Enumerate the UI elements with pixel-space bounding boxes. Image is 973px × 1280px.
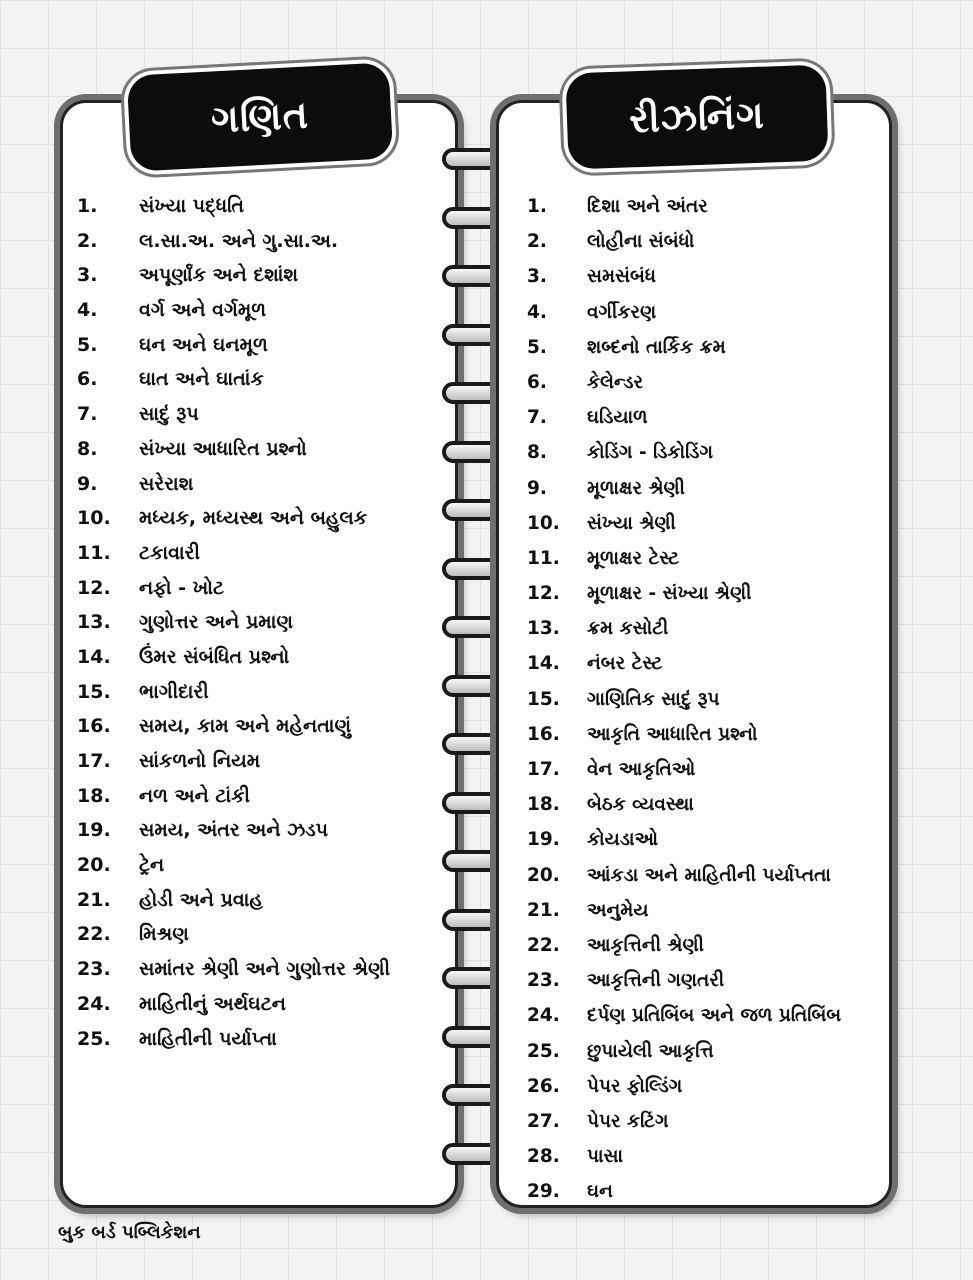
item-label: ઘન અને ઘનમૂળ [139,333,268,356]
item-label: સાદું રૂપ [139,403,199,426]
list-item [499,858,889,893]
item-label: સંખ્યા શ્રેણી [587,512,676,534]
list-item [499,893,889,928]
item-label: ઘાત અને ઘાતાંક [139,368,264,391]
list-item [499,752,889,787]
list-item [63,883,455,918]
math-topic-list [63,189,455,1056]
item-label: પેપર કટિંગ [587,1110,669,1132]
item-label: સરેરાશ [139,472,194,495]
item-number: 21. [77,888,111,911]
list-item [499,471,889,506]
math-title: ગણિત [127,62,394,172]
list-item [63,293,455,328]
item-label: સમસંબંધ [587,266,656,288]
item-label: સાંકળનો નિયમ [139,750,261,772]
item-label: સંખ્યા આધારિત પ્રશ્નો [139,437,307,460]
item-number: 16. [527,723,560,745]
item-number: 27. [527,1110,560,1132]
item-number: 24. [527,1005,560,1027]
item-label: ઘડિયાળ [587,407,648,429]
item-label: છુપાયેલી આકૃત્તિ [587,1040,714,1062]
item-number: 2. [77,229,98,252]
item-number: 1. [77,195,98,217]
list-item [499,541,889,576]
list-item [63,501,455,536]
list-item [499,506,889,541]
list-item [499,998,889,1033]
item-number: 2. [527,231,547,253]
item-number: 11. [77,541,111,564]
item-label: લ.સા.અ. અને ગુ.સા.અ. [139,229,339,252]
list-item [499,1104,889,1139]
item-label: સંખ્યા પદ્ધતિ [139,195,244,217]
item-label: માહિતીની પર્યાપ્તા [139,1027,277,1050]
list-item [499,189,889,224]
list-item [63,813,455,848]
item-number: 28. [527,1146,560,1168]
item-number: 18. [77,784,111,807]
item-number: 12. [77,576,111,599]
list-item [499,1034,889,1069]
item-label: ટકાવારી [139,541,200,564]
item-label: આંકડા અને માહિતીની પર્યાપ્તતા [587,864,831,886]
item-number: 16. [77,715,111,738]
item-label: નંબર ટેસ્ટ [587,653,663,675]
item-label: આકૃત્તિની શ્રેણી [587,934,704,956]
item-number: 14. [77,645,111,668]
list-item [63,848,455,883]
item-label: અનુમેય [587,899,649,921]
item-label: માહિતીનું અર્થઘટન [139,992,286,1015]
list-item [63,571,455,606]
item-label: પેપર ફોલ્ડિંગ [587,1075,683,1097]
item-label: શબ્દનો તાર્કિક ક્રમ [587,336,726,358]
item-label: મધ્યક, મધ્યસ્થ અને બહુલક [139,507,368,530]
list-item [499,611,889,646]
list-item [63,189,455,224]
item-number: 20. [527,864,560,886]
item-number: 9. [527,477,547,499]
item-label: ટ્રેન [139,854,165,877]
item-number: 17. [527,759,560,780]
item-number: 29. [527,1181,560,1203]
list-item [63,467,455,502]
item-number: 20. [77,854,111,877]
item-label: હોડી અને પ્રવાહ [139,888,263,911]
item-number: 4. [77,299,98,322]
item-label: દિશા અને અંતર [587,196,708,217]
item-label: આકૃતિ આધારિત પ્રશ્નો [587,723,758,745]
item-number: 21. [527,899,560,921]
list-item [499,787,889,822]
list-item [499,435,889,470]
item-label: મૂળાક્ષર શ્રેણી [587,477,685,499]
list-item [499,822,889,857]
item-label: મૂળાક્ષર ટેસ્ટ [587,547,680,569]
item-label: કોયડાઓ [587,829,659,851]
list-item [499,400,889,435]
list-item [63,1022,455,1057]
item-number: 26. [527,1075,560,1097]
item-label: વર્ગીકરણ [587,301,657,323]
item-label: વેન આકૃતિઓ [587,759,696,780]
item-number: 3. [527,266,547,288]
item-number: 23. [527,970,560,992]
list-item [63,744,455,779]
list-item [499,224,889,259]
list-item [499,330,889,365]
item-label: નળ અને ટાંકી [139,784,250,807]
item-number: 12. [527,583,560,605]
list-item [63,536,455,571]
item-label: બેઠક વ્યવસ્થા [587,794,694,816]
publisher-name: બુક બર્ડ પબ્લિકેશન [58,1222,201,1243]
list-item [499,1139,889,1174]
item-label: ક્રમ કસોટી [587,618,669,640]
item-label: અપૂર્ણાંક અને દશાંશ [139,264,299,287]
list-item [499,646,889,681]
item-label: ઉંમર સંબંધિત પ્રશ્નો [139,645,290,668]
item-number: 18. [527,794,560,816]
list-item [63,397,455,432]
list-item [63,987,455,1022]
list-item [63,605,455,640]
list-item [499,682,889,717]
list-item [63,675,455,710]
item-number: 6. [527,371,547,393]
item-number: 23. [77,958,111,981]
item-number: 25. [527,1040,560,1062]
item-number: 15. [77,680,111,703]
item-number: 5. [77,333,98,356]
list-item [63,779,455,814]
list-item [499,259,889,294]
reasoning-topic-list [499,189,889,1209]
item-number: 8. [527,442,547,464]
item-number: 7. [527,407,547,429]
item-label: લોહીના સંબંધો [587,231,695,253]
list-item [499,295,889,330]
item-number: 22. [527,934,560,956]
item-label: નફો - ખોટ [139,576,225,599]
item-number: 15. [527,688,560,710]
list-item [63,258,455,293]
item-label: વર્ગ અને વર્ગમૂળ [139,299,267,322]
list-item [63,328,455,363]
list-item [63,432,455,467]
list-item [63,709,455,744]
list-item [499,963,889,998]
item-number: 7. [77,403,98,426]
item-number: 8. [77,437,98,460]
item-number: 3. [77,264,98,287]
item-number: 17. [77,750,111,772]
item-label: મિશ્રણ [139,923,189,946]
reasoning-panel [496,92,892,1208]
item-number: 19. [527,829,560,851]
item-label: ભાગીદારી [139,680,209,703]
item-number: 10. [77,507,111,530]
item-label: મૂળાક્ષર - સંખ્યા શ્રેણી [587,583,752,605]
item-number: 5. [527,336,547,358]
item-number: 13. [77,611,111,634]
item-label: સમય, અંતર અને ઝડપ [139,819,328,842]
item-number: 9. [77,472,98,495]
item-number: 24. [77,992,111,1015]
list-item [499,1174,889,1209]
item-number: 22. [77,923,111,946]
math-panel [60,91,458,1208]
list-item [499,717,889,752]
item-number: 4. [527,301,547,323]
item-label: ઘન [587,1181,613,1203]
list-item [63,952,455,987]
item-label: સમાંતર શ્રેણી અને ગુણોત્તર શ્રેણી [139,958,391,981]
list-item [63,640,455,675]
item-number: 6. [77,368,98,391]
list-item [499,365,889,400]
item-number: 14. [527,653,560,675]
list-item [63,362,455,397]
item-label: પાસા [587,1146,624,1168]
item-number: 25. [77,1027,111,1050]
list-item [63,224,455,259]
item-number: 13. [527,618,560,640]
item-number: 1. [527,196,547,217]
reasoning-title: રીઝનિંગ [565,64,828,169]
item-label: કેલેન્ડર [587,371,644,393]
list-item [499,1069,889,1104]
list-item [499,928,889,963]
item-label: આકૃત્તિની ગણતરી [587,970,725,992]
item-label: કોડિંગ - ડિકોડિંગ [587,442,713,464]
item-label: ગુણોત્તર અને પ્રમાણ [139,611,293,634]
item-label: ગાણિતિક સાદું રૂપ [587,688,720,710]
item-number: 11. [527,547,560,569]
item-label: દર્પણ પ્રતિબિંબ અને જળ પ્રતિબિંબ [587,1005,842,1027]
list-item [499,576,889,611]
item-number: 19. [77,819,111,842]
item-number: 10. [527,512,560,534]
item-label: સમય, કામ અને મહેનતાણું [139,715,352,738]
list-item [63,917,455,952]
